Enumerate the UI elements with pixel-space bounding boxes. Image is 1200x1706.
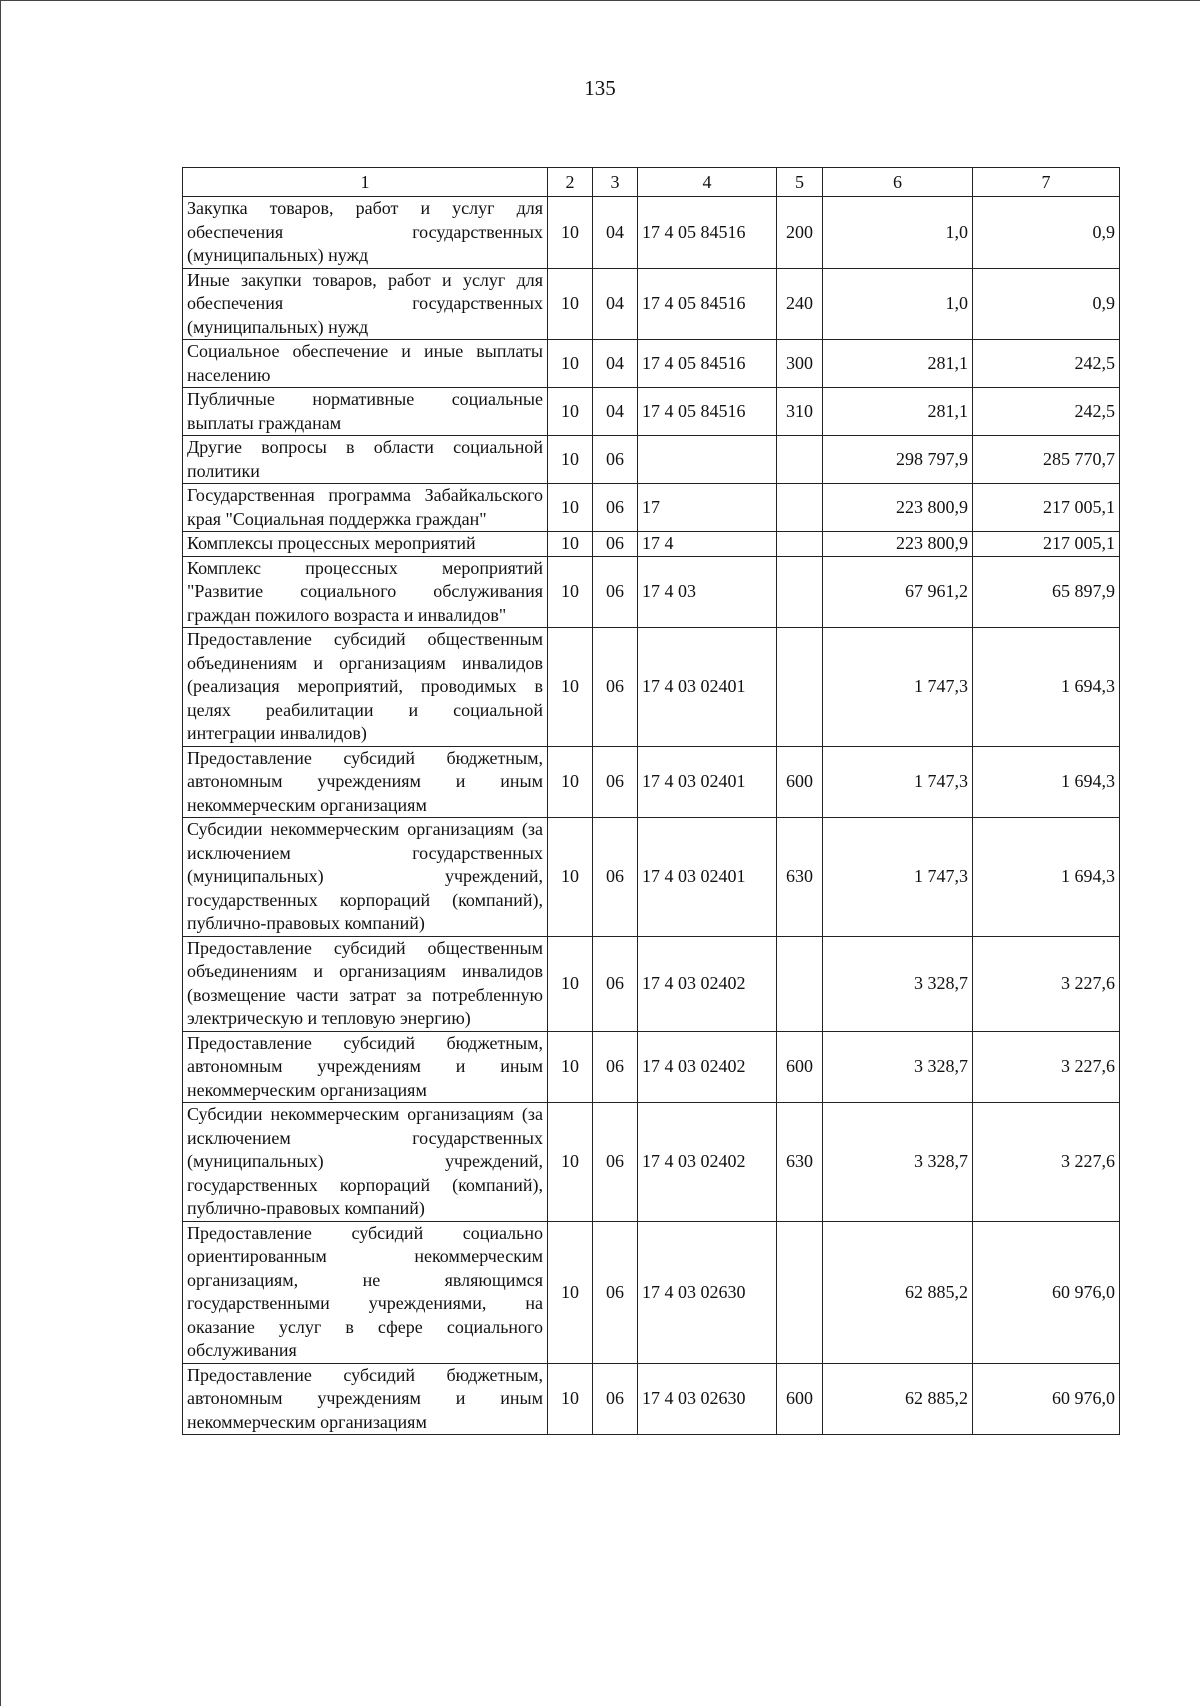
row-expense-type-cell: 630 [777, 818, 823, 937]
row-subsection-cell: 06 [593, 936, 638, 1031]
row-subsection-cell: 04 [593, 268, 638, 340]
table-row [183, 197, 1120, 269]
row-section-cell: 10 [548, 340, 593, 388]
row-name-cell: Социальное обеспечение и иные выплаты населению [183, 340, 548, 388]
row-expense-type-cell [777, 936, 823, 1031]
row-amount-col6-cell: 1,0 [823, 268, 973, 340]
row-expense-type-cell: 200 [777, 197, 823, 269]
row-name-cell: Иные закупки товаров, работ и услуг для обеспечения государственных (муниципальных) нужд [183, 268, 548, 340]
row-subsection-cell: 04 [593, 340, 638, 388]
row-amount-col7-cell: 242,5 [973, 340, 1120, 388]
header-col-2: 2 [548, 168, 593, 197]
row-name-cell: Предоставление субсидий бюджетным, автономным учреждениям и иным некоммерческим организациям [183, 1031, 548, 1103]
row-expense-type-cell [777, 532, 823, 557]
row-subsection-cell: 06 [593, 1031, 638, 1103]
row-name-cell: Субсидии некоммерческим организациям (за исключением государственных (муниципальных) учреждений, государственных корпораций (компаний), публично-правовых компаний) [183, 1103, 548, 1222]
row-target-code-cell: 17 4 03 [638, 556, 777, 628]
row-amount-col7-cell: 3 227,6 [973, 1103, 1120, 1222]
row-subsection-cell: 06 [593, 484, 638, 532]
row-expense-type-cell: 600 [777, 1363, 823, 1435]
table-row [183, 532, 1120, 557]
row-name-cell: Предоставление субсидий социально ориентированным некоммерческим организациям, не являющимся государственными учреждениями, на оказание услуг в сфере социального обслуживания [183, 1221, 548, 1363]
row-section-cell: 10 [548, 936, 593, 1031]
row-name-cell: Комплекс процессных мероприятий "Развитие социального обслуживания граждан пожилого возраста и инвалидов" [183, 556, 548, 628]
row-section-cell: 10 [548, 197, 593, 269]
table-row [183, 340, 1120, 388]
table-row [183, 484, 1120, 532]
table-row [183, 268, 1120, 340]
row-name-cell: Предоставление субсидий общественным объединениям и организациям инвалидов (возмещение части затрат за потребленную электрическую и тепловую энергию) [183, 936, 548, 1031]
table-row [183, 936, 1120, 1031]
table-row [183, 1363, 1120, 1435]
header-col-6: 6 [823, 168, 973, 197]
row-amount-col7-cell: 1 694,3 [973, 746, 1120, 818]
row-amount-col6-cell: 3 328,7 [823, 1031, 973, 1103]
table-row [183, 388, 1120, 436]
row-subsection-cell: 06 [593, 556, 638, 628]
header-col-3: 3 [593, 168, 638, 197]
row-target-code-cell: 17 4 05 84516 [638, 388, 777, 436]
row-target-code-cell: 17 4 03 02401 [638, 746, 777, 818]
row-target-code-cell: 17 4 03 02402 [638, 1031, 777, 1103]
row-amount-col6-cell: 281,1 [823, 340, 973, 388]
row-name-cell: Публичные нормативные социальные выплаты гражданам [183, 388, 548, 436]
row-expense-type-cell [777, 484, 823, 532]
row-subsection-cell: 06 [593, 1363, 638, 1435]
scan-edge-left [0, 0, 1, 1706]
row-section-cell: 10 [548, 436, 593, 484]
row-section-cell: 10 [548, 1103, 593, 1222]
row-amount-col7-cell: 242,5 [973, 388, 1120, 436]
row-amount-col7-cell: 60 976,0 [973, 1221, 1120, 1363]
row-subsection-cell: 04 [593, 388, 638, 436]
row-section-cell: 10 [548, 556, 593, 628]
table-row [183, 746, 1120, 818]
row-subsection-cell: 06 [593, 628, 638, 747]
table-row [183, 1031, 1120, 1103]
row-target-code-cell: 17 [638, 484, 777, 532]
row-amount-col6-cell: 67 961,2 [823, 556, 973, 628]
row-amount-col6-cell: 1 747,3 [823, 746, 973, 818]
row-target-code-cell: 17 4 03 02630 [638, 1363, 777, 1435]
budget-table [182, 167, 1120, 1435]
table-body [183, 197, 1120, 1435]
header-col-5: 5 [777, 168, 823, 197]
row-amount-col7-cell: 3 227,6 [973, 1031, 1120, 1103]
header-col-4: 4 [638, 168, 777, 197]
row-expense-type-cell [777, 1221, 823, 1363]
table-row [183, 628, 1120, 747]
row-section-cell: 10 [548, 532, 593, 557]
row-amount-col6-cell: 3 328,7 [823, 1103, 973, 1222]
row-expense-type-cell: 240 [777, 268, 823, 340]
header-col-1: 1 [183, 168, 548, 197]
row-amount-col6-cell: 223 800,9 [823, 532, 973, 557]
row-name-cell: Субсидии некоммерческим организациям (за исключением государственных (муниципальных) учреждений, государственных корпораций (компаний), публично-правовых компаний) [183, 818, 548, 937]
table-row [183, 556, 1120, 628]
row-subsection-cell: 04 [593, 197, 638, 269]
row-target-code-cell: 17 4 03 02401 [638, 818, 777, 937]
row-amount-col7-cell: 1 694,3 [973, 818, 1120, 937]
row-subsection-cell: 06 [593, 532, 638, 557]
row-amount-col7-cell: 3 227,6 [973, 936, 1120, 1031]
row-amount-col6-cell: 62 885,2 [823, 1363, 973, 1435]
row-section-cell: 10 [548, 1221, 593, 1363]
row-target-code-cell: 17 4 05 84516 [638, 197, 777, 269]
row-expense-type-cell [777, 436, 823, 484]
row-target-code-cell: 17 4 03 02402 [638, 1103, 777, 1222]
row-amount-col7-cell: 0,9 [973, 197, 1120, 269]
table-row [183, 436, 1120, 484]
row-amount-col6-cell: 3 328,7 [823, 936, 973, 1031]
row-name-cell: Предоставление субсидий бюджетным, автономным учреждениям и иным некоммерческим организациям [183, 1363, 548, 1435]
row-expense-type-cell: 300 [777, 340, 823, 388]
table-row [183, 1221, 1120, 1363]
row-expense-type-cell [777, 628, 823, 747]
row-section-cell: 10 [548, 1363, 593, 1435]
row-name-cell: Государственная программа Забайкальского края "Социальная поддержка граждан" [183, 484, 548, 532]
row-target-code-cell: 17 4 [638, 532, 777, 557]
page-number: 135 [584, 76, 616, 100]
row-target-code-cell: 17 4 05 84516 [638, 340, 777, 388]
header-row [183, 168, 1120, 197]
row-expense-type-cell: 630 [777, 1103, 823, 1222]
table-row [183, 1103, 1120, 1222]
row-subsection-cell: 06 [593, 436, 638, 484]
row-amount-col7-cell: 60 976,0 [973, 1363, 1120, 1435]
row-subsection-cell: 06 [593, 1103, 638, 1222]
table-row [183, 818, 1120, 937]
row-target-code-cell: 17 4 05 84516 [638, 268, 777, 340]
row-name-cell: Комплексы процессных мероприятий [183, 532, 548, 557]
row-section-cell: 10 [548, 388, 593, 436]
row-expense-type-cell: 600 [777, 1031, 823, 1103]
row-expense-type-cell: 310 [777, 388, 823, 436]
row-amount-col6-cell: 1 747,3 [823, 818, 973, 937]
row-section-cell: 10 [548, 484, 593, 532]
row-amount-col7-cell: 217 005,1 [973, 484, 1120, 532]
row-amount-col7-cell: 65 897,9 [973, 556, 1120, 628]
row-amount-col6-cell: 281,1 [823, 388, 973, 436]
row-amount-col6-cell: 298 797,9 [823, 436, 973, 484]
row-name-cell: Предоставление субсидий общественным объединениям и организациям инвалидов (реализация мероприятий, проводимых в целях реабилитации и социальной интеграции инвалидов) [183, 628, 548, 747]
row-amount-col7-cell: 285 770,7 [973, 436, 1120, 484]
row-name-cell: Закупка товаров, работ и услуг для обеспечения государственных (муниципальных) нужд [183, 197, 548, 269]
row-subsection-cell: 06 [593, 1221, 638, 1363]
row-subsection-cell: 06 [593, 818, 638, 937]
row-expense-type-cell: 600 [777, 746, 823, 818]
row-amount-col6-cell: 223 800,9 [823, 484, 973, 532]
row-target-code-cell: 17 4 03 02630 [638, 1221, 777, 1363]
row-section-cell: 10 [548, 1031, 593, 1103]
row-amount-col7-cell: 217 005,1 [973, 532, 1120, 557]
row-amount-col6-cell: 1 747,3 [823, 628, 973, 747]
row-name-cell: Предоставление субсидий бюджетным, автономным учреждениям и иным некоммерческим организациям [183, 746, 548, 818]
row-amount-col7-cell: 0,9 [973, 268, 1120, 340]
header-col-7: 7 [973, 168, 1120, 197]
row-target-code-cell [638, 436, 777, 484]
row-subsection-cell: 06 [593, 746, 638, 818]
row-section-cell: 10 [548, 746, 593, 818]
scan-edge-top [0, 0, 1200, 1]
row-amount-col6-cell: 1,0 [823, 197, 973, 269]
row-target-code-cell: 17 4 03 02401 [638, 628, 777, 747]
row-expense-type-cell [777, 556, 823, 628]
row-name-cell: Другие вопросы в области социальной политики [183, 436, 548, 484]
row-section-cell: 10 [548, 628, 593, 747]
row-target-code-cell: 17 4 03 02402 [638, 936, 777, 1031]
row-amount-col7-cell: 1 694,3 [973, 628, 1120, 747]
row-amount-col6-cell: 62 885,2 [823, 1221, 973, 1363]
row-section-cell: 10 [548, 268, 593, 340]
row-section-cell: 10 [548, 818, 593, 937]
